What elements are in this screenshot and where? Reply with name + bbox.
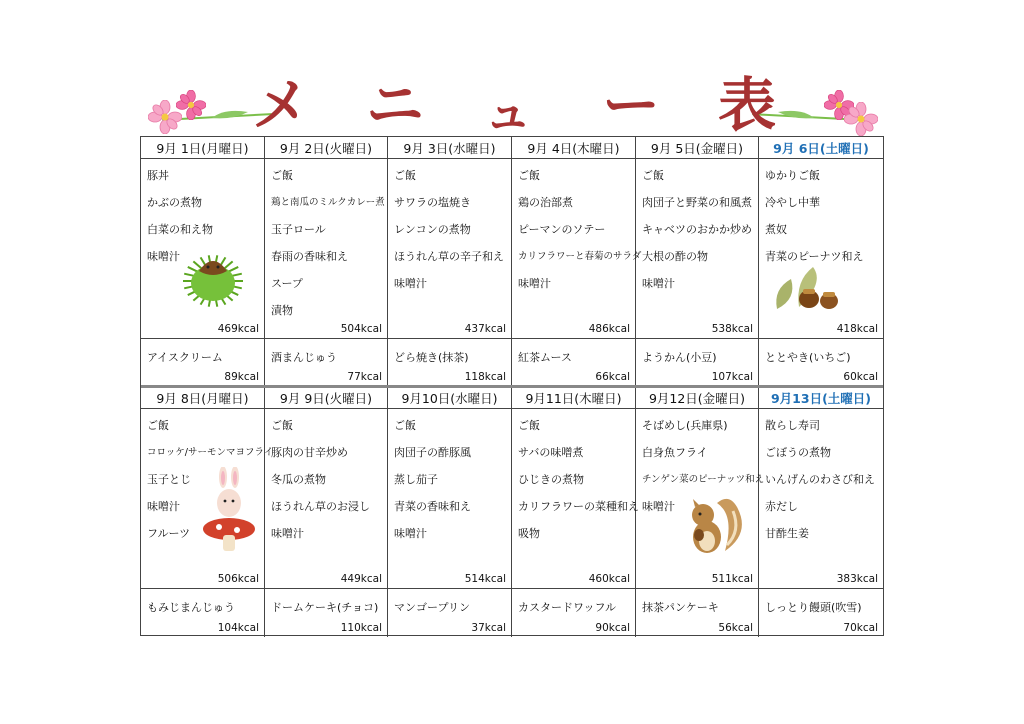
dish-item: ほうれん草の辛子和え <box>394 250 504 263</box>
snack-item: 紅茶ムース <box>518 351 572 364</box>
day-menu-cell <box>265 409 388 589</box>
dish-item: 味噌汁 <box>642 277 675 290</box>
snack-kcal: 77kcal <box>347 371 382 383</box>
dish-item: コロッケ/サーモンマヨフライ <box>147 447 274 458</box>
dish-item: ピーマンのソテー <box>518 223 606 236</box>
snack-kcal: 66kcal <box>595 371 630 383</box>
dish-item: 肉団子の酢豚風 <box>394 446 471 459</box>
dish-item: 鶏と南瓜のミルクカレー煮 <box>271 197 385 208</box>
snack-cell <box>141 589 265 637</box>
snack-kcal: 107kcal <box>711 371 753 383</box>
day-header: 9月 3日(水曜日) <box>388 137 512 159</box>
dish-item: 散らし寿司 <box>765 419 820 432</box>
day-menu-cell <box>388 159 512 339</box>
meal-kcal: 538kcal <box>711 323 753 335</box>
title-char: 表 <box>718 71 777 139</box>
snack-cell <box>512 589 636 637</box>
dish-item: 赤だし <box>765 500 798 513</box>
snack-kcal: 70kcal <box>843 622 878 634</box>
snack-cell <box>265 339 388 387</box>
title-char: ュ <box>484 85 533 141</box>
snack-kcal: 37kcal <box>471 622 506 634</box>
dish-item: 甘酢生姜 <box>765 527 809 540</box>
day-header: 9月 1日(月曜日) <box>141 137 265 159</box>
dish-item: いんげんのわさび和え <box>765 473 875 486</box>
meal-kcal: 460kcal <box>588 573 630 585</box>
dish-item: 大根の酢の物 <box>642 250 708 263</box>
day-menu-cell <box>265 159 388 339</box>
snack-cell <box>759 339 883 387</box>
meal-kcal: 437kcal <box>464 323 506 335</box>
snack-item: どら焼き(抹茶) <box>394 351 469 364</box>
dish-item: 青菜のピーナツ和え <box>765 250 864 263</box>
dish-item: そばめし(兵庫県) <box>642 419 728 432</box>
dish-item: 白菜の和え物 <box>147 223 213 236</box>
dish-item: ご飯 <box>518 419 540 432</box>
day-menu-cell <box>512 159 642 339</box>
day-menu-cell <box>512 409 639 589</box>
dish-item: 豚丼 <box>147 169 169 182</box>
dish-item: サバの味噌煮 <box>518 446 584 459</box>
meal-kcal: 506kcal <box>217 573 259 585</box>
dish-item: 玉子ロール <box>271 223 326 236</box>
dish-item: フルーツ <box>147 527 191 540</box>
snack-cell <box>636 589 759 637</box>
meal-kcal: 418kcal <box>836 323 878 335</box>
dish-item: 冬瓜の煮物 <box>271 473 326 486</box>
dish-item: ご飯 <box>394 169 416 182</box>
dish-item: チンゲン菜のピーナッツ和え <box>642 474 765 485</box>
dish-item: 味噌汁 <box>147 250 180 263</box>
snack-kcal: 104kcal <box>217 622 259 634</box>
day-header: 9月 2日(火曜日) <box>265 137 388 159</box>
snack-item: 抹茶パンケーキ <box>642 601 719 614</box>
squirrel-icon <box>677 489 747 563</box>
dish-item: ご飯 <box>642 169 664 182</box>
snack-cell <box>388 339 512 387</box>
dish-item: 豚肉の甘辛炒め <box>271 446 348 459</box>
dish-item: ご飯 <box>271 169 293 182</box>
dish-item: レンコンの煮物 <box>394 223 471 236</box>
day-header: 9月12日(金曜日) <box>636 387 759 409</box>
meal-kcal: 504kcal <box>340 323 382 335</box>
snack-kcal: 56kcal <box>718 622 753 634</box>
meal-kcal: 511kcal <box>711 573 753 585</box>
dish-item: スープ <box>271 277 303 290</box>
chestnut-burr-icon <box>177 245 249 313</box>
snack-cell <box>265 589 388 637</box>
chestnuts-acorns-icon <box>769 259 849 319</box>
dish-item: 蒸し茄子 <box>394 473 438 486</box>
day-header: 9月 6日(土曜日) <box>759 137 883 159</box>
dish-item: ご飯 <box>394 419 416 432</box>
snack-kcal: 118kcal <box>464 371 506 383</box>
snack-item: 酒まんじゅう <box>271 351 337 364</box>
dish-item: 味噌汁 <box>518 277 551 290</box>
dish-item: 吸物 <box>518 527 540 540</box>
dish-item: キャベツのおかか炒め <box>642 223 752 236</box>
dish-item: ゆかりご飯 <box>765 169 820 182</box>
snack-kcal: 60kcal <box>843 371 878 383</box>
snack-cell <box>388 589 512 637</box>
dish-item: 青菜の香味和え <box>394 500 471 513</box>
snack-item: もみじまんじゅう <box>147 601 235 614</box>
dish-item: 味噌汁 <box>271 527 304 540</box>
dish-item: かぶの煮物 <box>147 196 202 209</box>
dish-item: 冷やし中華 <box>765 196 820 209</box>
dish-item: ひじきの煮物 <box>518 473 584 486</box>
menu-table <box>140 136 884 636</box>
dish-item: カリフラワーの菜種和え <box>518 500 639 513</box>
snack-item: ととやき(いちご) <box>765 351 851 364</box>
meal-kcal: 449kcal <box>340 573 382 585</box>
dish-item: 煮奴 <box>765 223 787 236</box>
dish-item: ごぼうの煮物 <box>765 446 831 459</box>
day-header: 9月 8日(月曜日) <box>141 387 265 409</box>
snack-item: アイスクリーム <box>147 351 223 364</box>
day-header: 9月13日(土曜日) <box>759 387 883 409</box>
dish-item: ご飯 <box>147 419 169 432</box>
snack-kcal: 110kcal <box>340 622 382 634</box>
snack-kcal: 90kcal <box>595 622 630 634</box>
dish-item: 味噌汁 <box>642 500 675 513</box>
dish-item: カリフラワーと春菊のサラダ <box>518 251 642 262</box>
snack-cell <box>512 339 636 387</box>
dish-item: ご飯 <box>518 169 540 182</box>
meal-kcal: 469kcal <box>217 323 259 335</box>
title-char: メ <box>252 71 311 139</box>
rabbit-on-mushroom-icon <box>199 467 259 557</box>
day-header: 9月 5日(金曜日) <box>636 137 759 159</box>
day-header: 9月11日(木曜日) <box>512 387 636 409</box>
meal-kcal: 514kcal <box>464 573 506 585</box>
title-char: ニ <box>366 71 425 139</box>
snack-cell <box>759 589 883 637</box>
day-menu-cell <box>388 409 512 589</box>
snack-item: しっとり饅頭(吹雪) <box>765 601 862 614</box>
meal-kcal: 383kcal <box>836 573 878 585</box>
snack-item: ようかん(小豆) <box>642 351 717 364</box>
day-header: 9月 9日(火曜日) <box>265 387 388 409</box>
dish-item: ご飯 <box>271 419 293 432</box>
snack-item: マンゴープリン <box>394 601 471 614</box>
title-banner <box>140 71 884 141</box>
snack-kcal: 89kcal <box>224 371 259 383</box>
week-separator <box>141 385 883 388</box>
dish-item: 味噌汁 <box>394 277 427 290</box>
dish-item: 肉団子と野菜の和風煮 <box>642 196 752 209</box>
meal-kcal: 486kcal <box>588 323 630 335</box>
dish-item: 春雨の香味和え <box>271 250 348 263</box>
dish-item: サワラの塩焼き <box>394 196 471 209</box>
day-header: 9月 4日(木曜日) <box>512 137 636 159</box>
day-menu-cell <box>636 159 759 339</box>
dish-item: 鶏の治部煮 <box>518 196 573 209</box>
snack-item: カスタードワッフル <box>518 601 617 614</box>
day-header: 9月10日(水曜日) <box>388 387 512 409</box>
dish-item: 白身魚フライ <box>642 446 708 459</box>
dish-item: 味噌汁 <box>394 527 427 540</box>
dish-item: ほうれん草のお浸し <box>271 500 370 513</box>
day-menu-cell <box>759 409 883 589</box>
snack-cell <box>141 339 265 387</box>
page-title <box>140 71 884 141</box>
dish-item: 玉子とじ <box>147 473 191 486</box>
snack-cell <box>636 339 759 387</box>
dish-item: 味噌汁 <box>147 500 180 513</box>
title-char: ー <box>602 71 661 139</box>
dish-item: 漬物 <box>271 304 293 317</box>
snack-item: ドームケーキ(チョコ) <box>271 601 379 614</box>
